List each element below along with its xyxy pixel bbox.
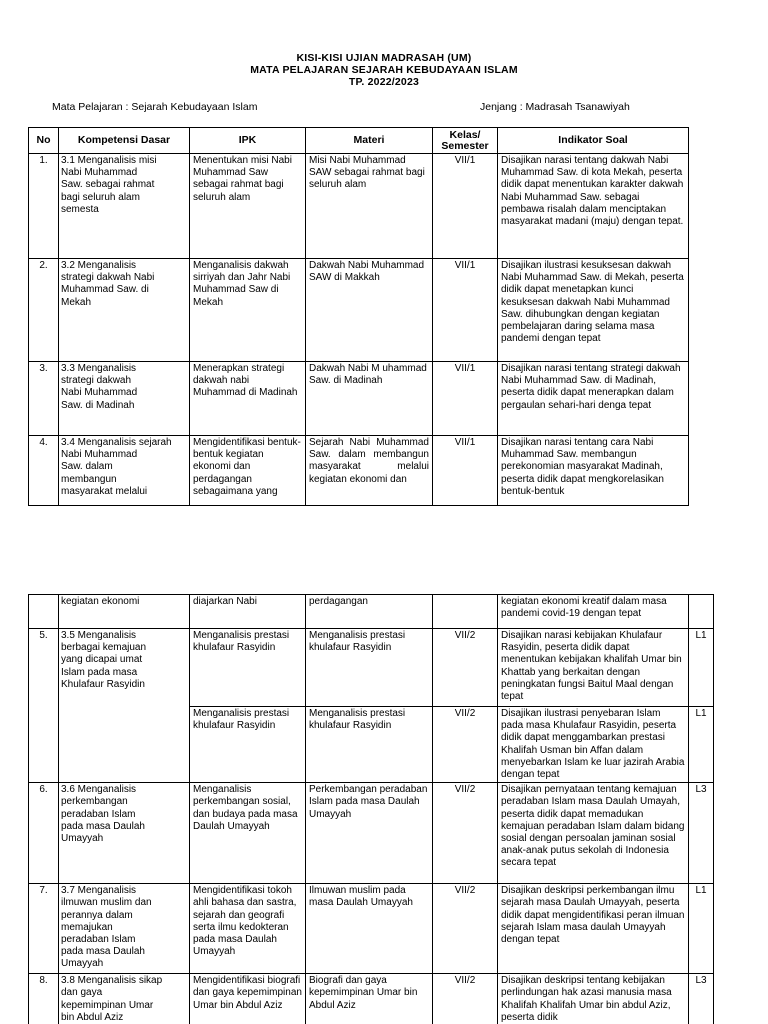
cell-kelas: VII/2 — [433, 974, 498, 1024]
cell-indikator: kegiatan ekonomi kreatif dalam masa pandemi covid-19 dengan tepat — [498, 595, 689, 629]
cell-materi: Ilmuwan muslim pada masa Daulah Umayyah — [306, 884, 433, 974]
cell-indikator: Disajikan narasi tentang cara Nabi Muhammad Saw. membangun perekonomian masyarakat Madinah, peserta didik dapat mengkorelasikan bentuk-bentuk — [498, 436, 689, 506]
kisi-kisi-table-continued — [28, 594, 714, 1024]
cell-kelas: VII/1 — [433, 154, 498, 259]
cell-kelas: VII/1 — [433, 362, 498, 436]
cell-kelas: VII/2 — [433, 783, 498, 884]
table-row — [29, 783, 714, 884]
cell-no: 5. — [29, 629, 59, 783]
cell-ipk: Mengidentifikasi bentuk-bentuk kegiatan ekonomi dan perdagangan sebagaimana yang — [190, 436, 306, 506]
cell-kelas: VII/2 — [433, 629, 498, 707]
cell-indikator: Disajikan ilustrasi kesuksesan dakwah Nabi Muhammad Saw. di Mekah, peserta didik dapat menetapkan kunci kesuksesan dakwah Nabi Muhammad Saw. dihubungkan dengan kegiatan pembelajaran daring selama masa pandemi dengan tepat — [498, 259, 689, 362]
cell-materi: Dakwah Nabi Muhammad SAW di Makkah — [306, 259, 433, 362]
cell-ipk: Menentukan misi Nabi Muhammad Saw sebagai rahmat bagi seluruh alam — [190, 154, 306, 259]
cell-ipk: Mengidentifikasi tokoh ahli bahasa dan sastra, sejarah dan geografi serta ilmu kedokteran pada masa Daulah Umayyah — [190, 884, 306, 974]
doc-title: KISI-KISI UJIAN MADRASAH (UM) — [296, 52, 472, 64]
cell-level: L1 — [689, 629, 714, 707]
cell-no: 1. — [29, 154, 59, 259]
cell-ipk: Menganalisis prestasi khulafaur Rasyidin — [190, 707, 306, 783]
cell-no: 6. — [29, 783, 59, 884]
level-label: Jenjang : Madrasah Tsanawiyah — [480, 101, 630, 113]
cell-kelas: VII/2 — [433, 707, 498, 783]
cell-kd: 3.3 Menganalisis strategi dakwah Nabi Muhammad Saw. di Madinah — [59, 362, 190, 436]
cell-materi: Perkembangan peradaban Islam pada masa Daulah Umayyah — [306, 783, 433, 884]
cell-materi: Menganalisis prestasi khulafaur Rasyidin — [306, 707, 433, 783]
table-row — [29, 362, 689, 436]
cell-kd: 3.4 Menganalisis sejarah Nabi Muhammad Saw. dalam membangun masyarakat melalui — [59, 436, 190, 506]
cell-ipk: Menerapkan strategi dakwah nabi Muhammad di Madinah — [190, 362, 306, 436]
kisi-kisi-table — [28, 127, 689, 506]
table-row — [29, 259, 689, 362]
col-header-no: No — [29, 128, 59, 154]
cell-kd: kegiatan ekonomi — [59, 595, 190, 629]
cell-no: 7. — [29, 884, 59, 974]
cell-indikator: Disajikan narasi tentang dakwah Nabi Muhammad Saw. di kota Mekah, peserta didik dapat menentukan karakter dakwah Nabi Muhammad Saw. sebagai pembawa risalah dalam menciptakan masyarakat madani (maju) dengan tepat. — [498, 154, 689, 259]
cell-no: 4. — [29, 436, 59, 506]
cell-level: L1 — [689, 707, 714, 783]
table-row — [29, 595, 714, 629]
cell-no: 2. — [29, 259, 59, 362]
cell-kelas — [433, 595, 498, 629]
table-continuation-clip — [0, 594, 768, 1024]
cell-kd: 3.8 Menganalisis sikap dan gaya kepemimpinan Umar bin Abdul Aziz — [59, 974, 190, 1024]
cell-indikator: Disajikan pernyataan tentang kemajuan peradaban Islam masa Daulah Umayah, peserta didik dapat memadukan kemajuan peradaban Islam dalam bidang sosial dengan persoalan jaminan sosial anak-anak putus sekolah di Indonesia secara tepat — [498, 783, 689, 884]
table-row — [29, 629, 714, 707]
cell-kd: 3.7 Menganalisis ilmuwan muslim dan perannya dalam memajukan peradaban Islam pada masa Daulah Umayyah — [59, 884, 190, 974]
cell-indikator: Disajikan narasi tentang strategi dakwah Nabi Muhammad Saw. di Madinah, peserta didik dapat menerapkan dalam pergaulan sehari-hari denga tepat — [498, 362, 689, 436]
cell-level: L1 — [689, 884, 714, 974]
cell-ipk: Menganalisis prestasi khulafaur Rasyidin — [190, 629, 306, 707]
cell-kelas: VII/2 — [433, 884, 498, 974]
cell-ipk: Menganalisis dakwah sirriyah dan Jahr Nabi Muhammad Saw di Mekah — [190, 259, 306, 362]
cell-kelas: VII/1 — [433, 436, 498, 506]
subject-label: Mata Pelajaran : Sejarah Kebudayaan Islam — [52, 101, 258, 113]
cell-indikator: Disajikan narasi kebijakan Khulafaur Rasyidin, peserta didik dapat menentukan kebijakan khalifah Umar bin Khattab yang berkaitan dengan peningkatan fungsi Baitul Maal dengan tepat — [498, 629, 689, 707]
cell-kelas: VII/1 — [433, 259, 498, 362]
cell-materi: Sejarah Nabi Muhammad Saw. dalam membangun masyarakat melalui kegiatan ekonomi dan — [306, 436, 433, 506]
table-row — [29, 974, 714, 1024]
page-gap — [0, 520, 768, 548]
document-page-2 — [0, 548, 768, 1024]
cell-ipk: Mengidentifikasi biografi dan gaya kepemimpinan Umar bin Abdul Aziz — [190, 974, 306, 1024]
col-header-materi: Materi — [306, 128, 433, 154]
doc-year: TP. 2022/2023 — [348, 76, 420, 88]
cell-no: 3. — [29, 362, 59, 436]
cell-materi: Menganalisis prestasi khulafaur Rasyidin — [306, 629, 433, 707]
cell-level — [689, 595, 714, 629]
col-header-kd: Kompetensi Dasar — [59, 128, 190, 154]
cell-kd: 3.1 Menganalisis misi Nabi Muhammad Saw. sebagai rahmat bagi seluruh alam semesta — [59, 154, 190, 259]
table-row — [29, 154, 689, 259]
cell-ipk: diajarkan Nabi — [190, 595, 306, 629]
cell-materi: perdagangan — [306, 595, 433, 629]
table-row — [29, 884, 714, 974]
cell-indikator: Disajikan deskripsi perkembangan ilmu sejarah masa Daulah Umayyah, peserta didik dapat mengidentifikasi peran ilmuan sejarah Islam masa daulah Umayyah dengan tepat — [498, 884, 689, 974]
cell-materi: Misi Nabi Muhammad SAW sebagai rahmat bagi seluruh alam — [306, 154, 433, 259]
cell-materi: Dakwah Nabi M uhammad Saw. di Madinah — [306, 362, 433, 436]
cell-no — [29, 595, 59, 629]
col-header-ipk: IPK — [190, 128, 306, 154]
cell-level: L3 — [689, 974, 714, 1024]
col-header-indikator: Indikator Soal — [498, 128, 689, 154]
cell-materi: Biografi dan gaya kepemimpinan Umar bin Abdul Aziz — [306, 974, 433, 1024]
doc-subtitle: MATA PELAJARAN SEJARAH KEBUDAYAAN ISLAM — [250, 64, 518, 76]
table-row — [29, 436, 689, 506]
cell-kd: 3.5 Menganalisis berbagai kemajuan yang dicapai umat Islam pada masa Khulafaur Rasyidin — [59, 629, 190, 783]
cell-ipk: Menganalisis perkembangan sosial, dan budaya pada masa Daulah Umayyah — [190, 783, 306, 884]
col-header-kelas: Kelas/ Semester — [433, 128, 498, 154]
cell-indikator: Disajikan ilustrasi penyebaran Islam pada masa Khulafaur Rasyidin, peserta didik dapat menggambarkan prestasi Khalifah Usman bin Affan dalam menyebarkan Islam ke luar jazirah Arabia dengan tepat — [498, 707, 689, 783]
cell-kd: 3.2 Menganalisis strategi dakwah Nabi Muhammad Saw. di Mekah — [59, 259, 190, 362]
cell-indikator: Disajikan deskripsi tentang kebijakan perlindungan hak azasi manusia masa Khalifah Khalifah Umar bin abdul Aziz, peserta didik — [498, 974, 689, 1024]
cell-kd: 3.6 Menganalisis perkembangan peradaban Islam pada masa Daulah Umayyah — [59, 783, 190, 884]
cell-level: L3 — [689, 783, 714, 884]
cell-no: 8. — [29, 974, 59, 1024]
